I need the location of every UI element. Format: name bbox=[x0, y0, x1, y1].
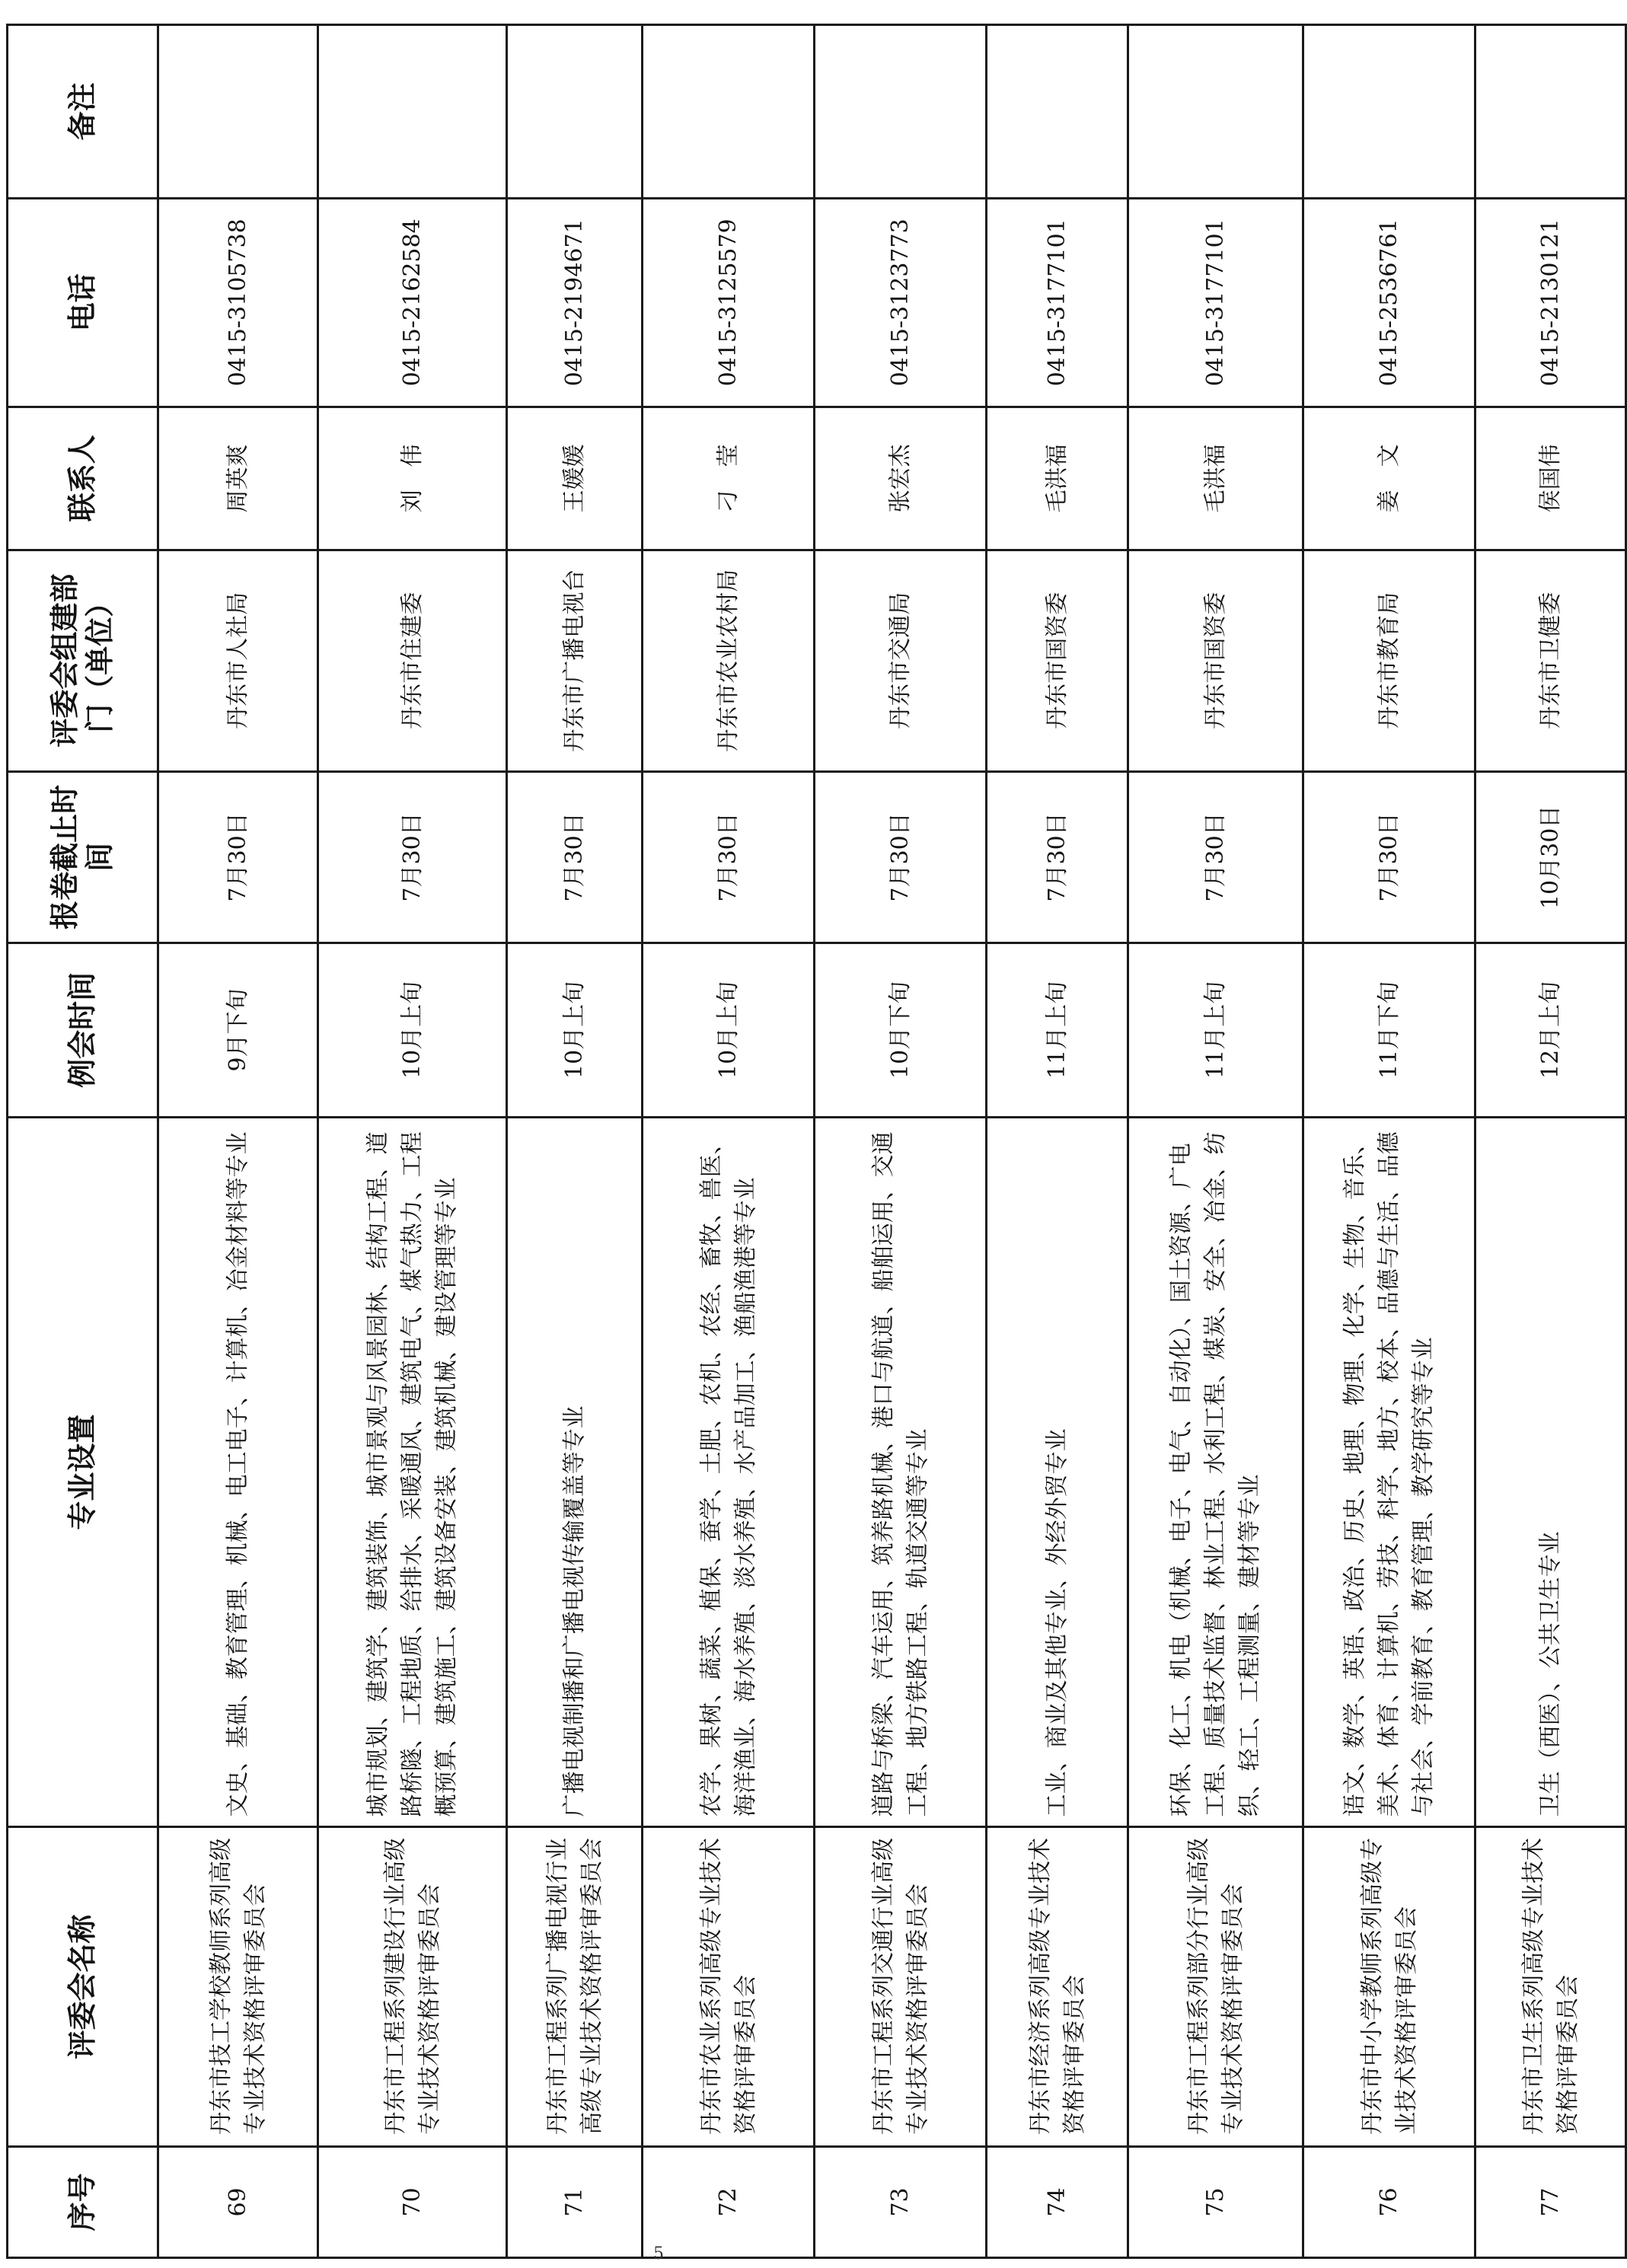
note-cell bbox=[507, 25, 643, 199]
department-cell: 丹东市交通局 bbox=[815, 550, 987, 771]
department-cell: 丹东市农业农村局 bbox=[643, 550, 815, 771]
phone-cell: 0415-2194671 bbox=[507, 198, 643, 407]
specialty-cell: 广播电视制播和广播电视传输覆盖等专业 bbox=[507, 1117, 643, 1827]
table-row bbox=[643, 25, 815, 2258]
department-cell: 丹东市人社局 bbox=[158, 550, 318, 771]
committee-name-cell: 丹东市中小学教师系列高级专业技术资格评审委员会 bbox=[1303, 1827, 1475, 2146]
phone-cell: 0415-3105738 bbox=[158, 198, 318, 407]
header-meeting: 例会时间 bbox=[8, 943, 158, 1118]
phone-cell: 0415-3177101 bbox=[987, 198, 1128, 407]
committee-name-cell: 丹东市工程系列交通行业高级专业技术资格评审委员会 bbox=[815, 1827, 987, 2146]
margin-mark: 5 bbox=[653, 2244, 664, 2263]
table-row bbox=[987, 25, 1128, 2258]
note-cell bbox=[643, 25, 815, 199]
department-cell: 丹东市教育局 bbox=[1303, 550, 1475, 771]
deadline-cell: 7月30日 bbox=[1128, 771, 1303, 943]
note-cell bbox=[1128, 25, 1303, 199]
header-spec: 专业设置 bbox=[8, 1117, 158, 1827]
header-dept: 评委会组建部门（单位） bbox=[8, 550, 158, 771]
phone-cell: 0415-2162584 bbox=[318, 198, 507, 407]
committee-table bbox=[6, 24, 1627, 2259]
seq-cell: 74 bbox=[987, 2146, 1128, 2257]
note-cell bbox=[1475, 25, 1626, 199]
seq-cell: 75 bbox=[1128, 2146, 1303, 2257]
contact-cell: 周英爽 bbox=[158, 407, 318, 550]
phone-cell: 0415-2536761 bbox=[1303, 198, 1475, 407]
committee-name-cell: 丹东市农业系列高级专业技术资格评审委员会 bbox=[643, 1827, 815, 2146]
header-name: 评委会名称 bbox=[8, 1827, 158, 2146]
header-phone: 电话 bbox=[8, 198, 158, 407]
note-cell bbox=[1303, 25, 1475, 199]
deadline-cell: 7月30日 bbox=[1303, 771, 1475, 943]
specialty-cell: 工业、商业及其他专业、外经外贸专业 bbox=[987, 1117, 1128, 1827]
department-cell: 丹东市国资委 bbox=[987, 550, 1128, 771]
deadline-cell: 7月30日 bbox=[318, 771, 507, 943]
seq-cell: 73 bbox=[815, 2146, 987, 2257]
note-cell bbox=[318, 25, 507, 199]
deadline-cell: 10月30日 bbox=[1475, 771, 1626, 943]
committee-name-cell: 丹东市工程系列广播电视行业高级专业技术资格评审委员会 bbox=[507, 1827, 643, 2146]
deadline-cell: 7月30日 bbox=[158, 771, 318, 943]
header-contact: 联系人 bbox=[8, 407, 158, 550]
meeting-time-cell: 10月上旬 bbox=[507, 943, 643, 1118]
specialty-cell: 文史、基础、教育管理、机械、电工电子、计算机、冶金材料等专业 bbox=[158, 1117, 318, 1827]
header-row bbox=[8, 25, 158, 2258]
committee-name-cell: 丹东市卫生系列高级专业技术资格评审委员会 bbox=[1475, 1827, 1626, 2146]
contact-cell: 刘 伟 bbox=[318, 407, 507, 550]
contact-cell: 姜 文 bbox=[1303, 407, 1475, 550]
deadline-cell: 7月30日 bbox=[987, 771, 1128, 943]
specialty-cell: 城市规划、建筑学、建筑装饰、城市景观与风景园林、结构工程、道路桥隧、工程地质、给排水、采暖通风、建筑电气、煤气热力、工程概预算、建筑施工、建筑设备安装、建筑机械、建设管理等专业 bbox=[318, 1117, 507, 1827]
seq-cell: 70 bbox=[318, 2146, 507, 2257]
department-cell: 丹东市国资委 bbox=[1128, 550, 1303, 771]
phone-cell: 0415-3177101 bbox=[1128, 198, 1303, 407]
meeting-time-cell: 10月上旬 bbox=[643, 943, 815, 1118]
header-note: 备注 bbox=[8, 25, 158, 199]
meeting-time-cell: 10月下旬 bbox=[815, 943, 987, 1118]
deadline-cell: 7月30日 bbox=[815, 771, 987, 943]
header-seq: 序号 bbox=[8, 2146, 158, 2257]
deadline-cell: 7月30日 bbox=[507, 771, 643, 943]
specialty-cell: 环保、化工、机电（机械、电子、电气、自动化）、国土资源、广电工程、质量技术监督、林业工程、水利工程、煤炭、安全、冶金、纺织、轻工、工程测量、建材等专业 bbox=[1128, 1117, 1303, 1827]
seq-cell: 77 bbox=[1475, 2146, 1626, 2257]
table-row bbox=[1303, 25, 1475, 2258]
contact-cell: 毛洪福 bbox=[1128, 407, 1303, 550]
specialty-cell: 道路与桥梁、汽车运用、筑养路机械、港口与航道、船舶运用、交通工程、地方铁路工程、轨道交通等专业 bbox=[815, 1117, 987, 1827]
department-cell: 丹东市广播电视台 bbox=[507, 550, 643, 771]
contact-cell: 王媛媛 bbox=[507, 407, 643, 550]
committee-name-cell: 丹东市技工学校教师系列高级专业技术资格评审委员会 bbox=[158, 1827, 318, 2146]
deadline-cell: 7月30日 bbox=[643, 771, 815, 943]
contact-cell: 侯国伟 bbox=[1475, 407, 1626, 550]
specialty-cell: 语文、数学、英语、政治、历史、地理、物理、化学、生物、音乐、美术、体育、计算机、劳技、科学、地方、校本、品德与生活、品德与社会、学前教育、教育管理、教学研究等专业 bbox=[1303, 1117, 1475, 1827]
seq-cell: 69 bbox=[158, 2146, 318, 2257]
phone-cell: 0415-3125579 bbox=[643, 198, 815, 407]
meeting-time-cell: 11月上旬 bbox=[987, 943, 1128, 1118]
table-row bbox=[158, 25, 318, 2258]
meeting-time-cell: 11月上旬 bbox=[1128, 943, 1303, 1118]
table-row bbox=[318, 25, 507, 2258]
department-cell: 丹东市住建委 bbox=[318, 550, 507, 771]
phone-cell: 0415-2130121 bbox=[1475, 198, 1626, 407]
meeting-time-cell: 12月上旬 bbox=[1475, 943, 1626, 1118]
department-cell: 丹东市卫健委 bbox=[1475, 550, 1626, 771]
contact-cell: 张宏杰 bbox=[815, 407, 987, 550]
committee-name-cell: 丹东市工程系列部分行业高级专业技术资格评审委员会 bbox=[1128, 1827, 1303, 2146]
meeting-time-cell: 9月下旬 bbox=[158, 943, 318, 1118]
table-row bbox=[507, 25, 643, 2258]
contact-cell: 毛洪福 bbox=[987, 407, 1128, 550]
committee-name-cell: 丹东市经济系列高级专业技术资格评审委员会 bbox=[987, 1827, 1128, 2146]
seq-cell: 72 bbox=[643, 2146, 815, 2257]
meeting-time-cell: 11月下旬 bbox=[1303, 943, 1475, 1118]
table-row bbox=[1128, 25, 1303, 2258]
seq-cell: 71 bbox=[507, 2146, 643, 2257]
committee-name-cell: 丹东市工程系列建设行业高级专业技术资格评审委员会 bbox=[318, 1827, 507, 2146]
specialty-cell: 农学、果树、蔬菜、植保、蚕学、土肥、农机、农经、畜牧、兽医、海洋渔业、海水养殖、淡水养殖、水产品加工、渔船渔港等专业 bbox=[643, 1117, 815, 1827]
meeting-time-cell: 10月上旬 bbox=[318, 943, 507, 1118]
table-row bbox=[1475, 25, 1626, 2258]
phone-cell: 0415-3123773 bbox=[815, 198, 987, 407]
seq-cell: 76 bbox=[1303, 2146, 1475, 2257]
specialty-cell: 卫生（西医）、公共卫生专业 bbox=[1475, 1117, 1626, 1827]
note-cell bbox=[815, 25, 987, 199]
header-deadline: 报卷截止时间 bbox=[8, 771, 158, 943]
note-cell bbox=[987, 25, 1128, 199]
contact-cell: 刁 莹 bbox=[643, 407, 815, 550]
table-row bbox=[815, 25, 987, 2258]
note-cell bbox=[158, 25, 318, 199]
